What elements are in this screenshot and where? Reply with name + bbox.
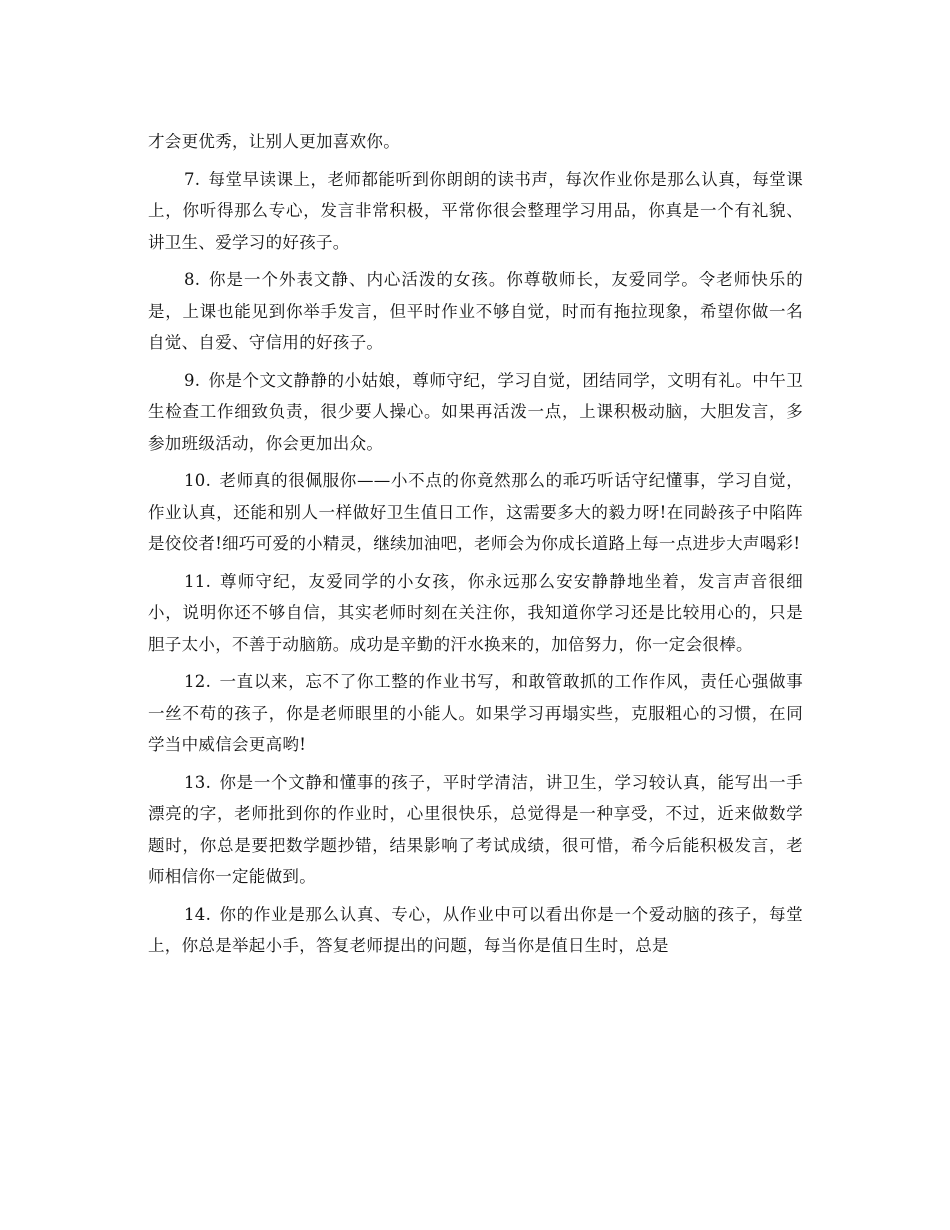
paragraph-text: 你是个文文静静的小姑娘，尊师守纪，学习自觉，团结同学，文明有礼。中午卫生检查工作细致负责，很少要人操心。如果再活泼一点，上课积极动脑，大胆发言，多参加班级活动，你会更加出众。 (148, 370, 803, 453)
paragraph-number: 9. (184, 370, 201, 390)
paragraph-text: 你的作业是那么认真、专心，从作业中可以看出你是一个爱动脑的孩子，每堂上，你总是举起小手，答复老师提出的问题，每当你是值日生时，总是 (148, 904, 803, 955)
paragraph-11 (148, 566, 803, 661)
paragraph-number: 11. (184, 571, 212, 591)
paragraph-text: 每堂早读课上，老师都能听到你朗朗的读书声，每次作业你是那么认真，每堂课上，你听得那么专心，发言非常积极，平常你很会整理学习用品，你真是一个有礼貌、讲卫生、爱学习的好孩子。 (148, 169, 803, 252)
paragraph-12 (148, 666, 803, 761)
paragraph-number: 14. (184, 904, 212, 924)
paragraph-13 (148, 767, 803, 893)
paragraph-number: 8. (184, 270, 201, 289)
paragraph-number: 10. (184, 471, 212, 490)
paragraph-text: 尊师守纪，友爱同学的小女孩，你永远那么安安静静地坐着，发言声音很细小，说明你还不够自信，其实老师时刻在关注你，我知道你学习还是比较用心的，只是胆子太小，不善于动脑筋。成功是辛勤的汗水换来的，加倍努力，你一定会很棒。 (148, 571, 803, 654)
paragraph-8 (148, 264, 803, 359)
paragraph-7 (148, 164, 803, 259)
paragraph-text: 老师真的很佩服你——小不点的你竟然那么的乖巧听话守纪懂事，学习自觉，作业认真，还能和别人一样做好卫生值日工作，这需要多大的毅力呀!在同龄孩子中陷阵是佼佼者!细巧可爱的小精灵，继续加油吧，老师会为你成长道路上每一点进步大声喝彩! (148, 471, 803, 553)
document-page (148, 126, 803, 968)
paragraph-number: 12. (184, 672, 212, 691)
paragraph-text: 你是一个文静和懂事的孩子，平时学清洁，讲卫生，学习较认真，能写出一手漂亮的字，老师批到你的作业时，心里很快乐，总觉得是一种享受，不过，近来做数学题时，你总是要把数学题抄错，结果影响了考试成绩，很可惜，希今后能积极发言，老师相信你一定能做到。 (148, 772, 803, 886)
paragraph-number: 13. (184, 772, 212, 792)
paragraph-number: 7. (184, 169, 201, 189)
paragraph-10 (148, 465, 803, 560)
paragraph-text: 才会更优秀，让别人更加喜欢你。 (148, 132, 400, 151)
paragraph-9 (148, 365, 803, 460)
paragraph-text: 一直以来，忘不了你工整的作业书写，和敢管敢抓的工作作风，责任心强做事一丝不苟的孩子，你是老师眼里的小能人。如果学习再塌实些，克服粗心的习惯，在同学当中威信会更高哟! (148, 672, 803, 754)
paragraph-text: 你是一个外表文静、内心活泼的女孩。你尊敬师长，友爱同学。令老师快乐的是，上课也能见到你举手发言，但平时作业不够自觉，时而有拖拉现象，希望你做一名自觉、自爱、守信用的好孩子。 (148, 270, 803, 352)
paragraph-14 (148, 899, 803, 962)
paragraph-continuation (148, 126, 803, 158)
